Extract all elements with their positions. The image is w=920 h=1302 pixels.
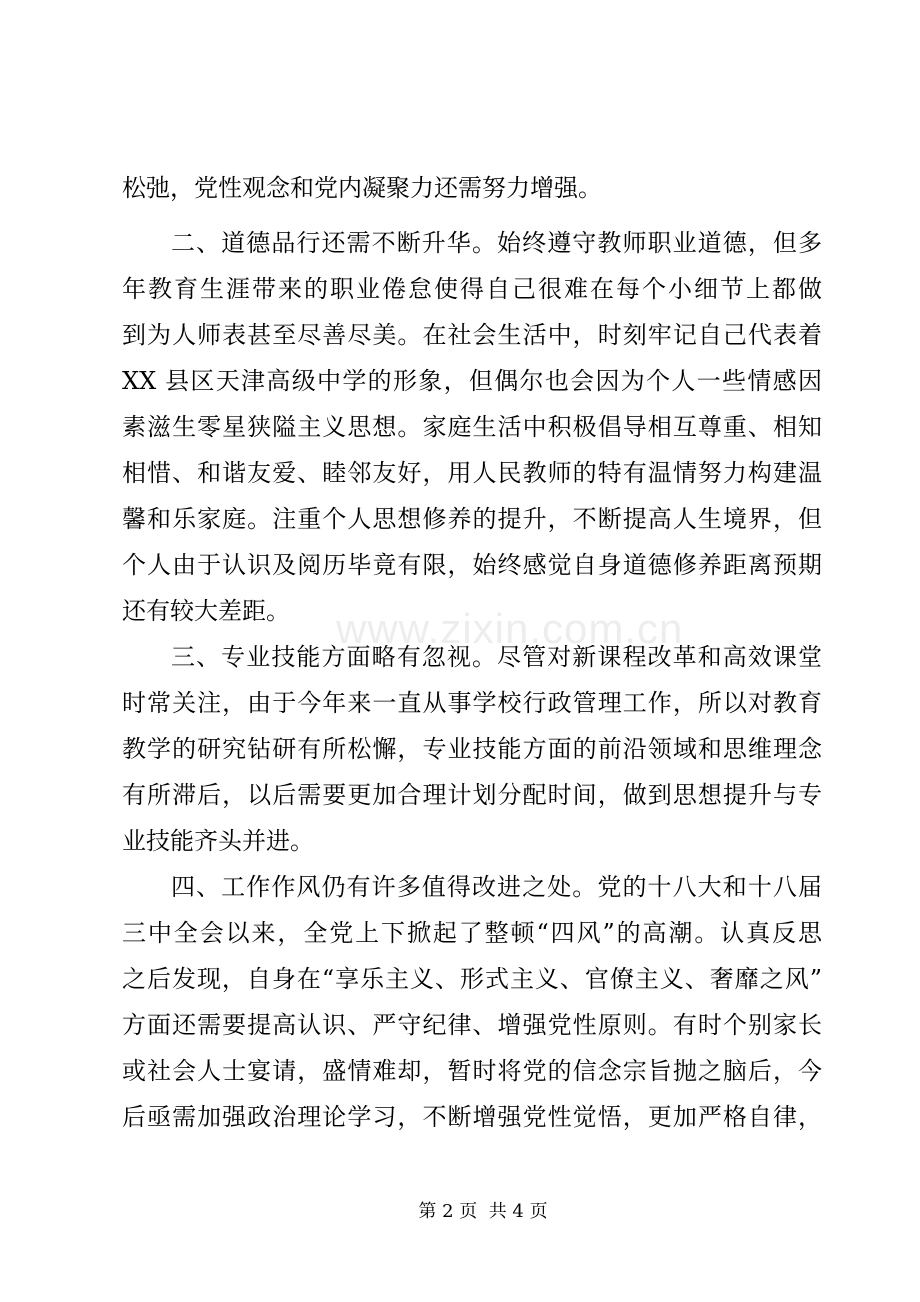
watermark-text: www.zixin.com.cn: [336, 605, 684, 652]
text-line: 方面还需要提高认识、严守纪律、增强党性原则。有时个别家长: [122, 1011, 822, 1039]
text-line: 有所滞后，以后需要更加合理计划分配时间，做到思想提升与专: [122, 781, 822, 809]
text-line: 三中全会以来，全党上下掀起了整顿“四风”的高潮。认真反思: [122, 919, 822, 947]
paragraph-moral-conduct: [122, 220, 822, 634]
text-line: 二、道德品行还需不断升华。始终遵守教师职业道德，但多: [171, 229, 822, 257]
text-line: 后亟需加强政治理论学习，不断增强党性觉悟，更加严格自律，: [122, 1103, 822, 1131]
continued-paragraph: [122, 165, 822, 211]
text-line: 教学的研究钻研有所松懈，专业技能方面的前沿领域和思维理念: [122, 735, 822, 763]
page-footer-page-number: 第 2 页 共 4 页: [418, 1201, 548, 1222]
text-line: 四、工作作风仍有许多值得改进之处。党的十八大和十八届: [171, 873, 822, 901]
text-line: 三、专业技能方面略有忽视。尽管对新课程改革和高效课堂: [171, 643, 822, 671]
text-line: 素滋生零星狭隘主义思想。家庭生活中积极倡导相互尊重、相知: [122, 413, 822, 441]
text-line: 相惜、和谐友爱、睦邻友好，用人民教师的特有温情努力构建温: [122, 459, 822, 487]
paragraph-professional-skills: [122, 634, 822, 864]
text-line: 还有较大差距。: [122, 597, 290, 625]
text-line: 馨和乐家庭。注重个人思想修养的提升，不断提高人生境界，但: [122, 505, 822, 533]
text-line: 个人由于认识及阅历毕竟有限，始终感觉自身道德修养距离预期: [122, 551, 822, 579]
text-line: 到为人师表甚至尽善尽美。在社会生活中，时刻牢记自己代表着: [122, 321, 822, 349]
text-line: 年教育生涯带来的职业倦怠使得自己很难在每个小细节上都做: [122, 275, 822, 303]
text-line: 之后发现，自身在“享乐主义、形式主义、官僚主义、奢靡之风”: [122, 965, 822, 993]
text-line: 业技能齐头并进。: [122, 827, 314, 855]
text-line: 时常关注，由于今年来一直从事学校行政管理工作，所以对教育: [122, 689, 822, 717]
paragraph-work-style: [122, 864, 822, 1140]
document-body: [122, 220, 822, 1140]
text-line: 或社会人士宴请，盛情难却，暂时将党的信念宗旨抛之脑后，今: [122, 1057, 822, 1085]
text-line: XX 县区天津高级中学的形象，但偶尔也会因为个人一些情感因: [122, 367, 822, 395]
text-line: 松弛，党性观念和党内凝聚力还需努力增强。: [122, 174, 602, 202]
